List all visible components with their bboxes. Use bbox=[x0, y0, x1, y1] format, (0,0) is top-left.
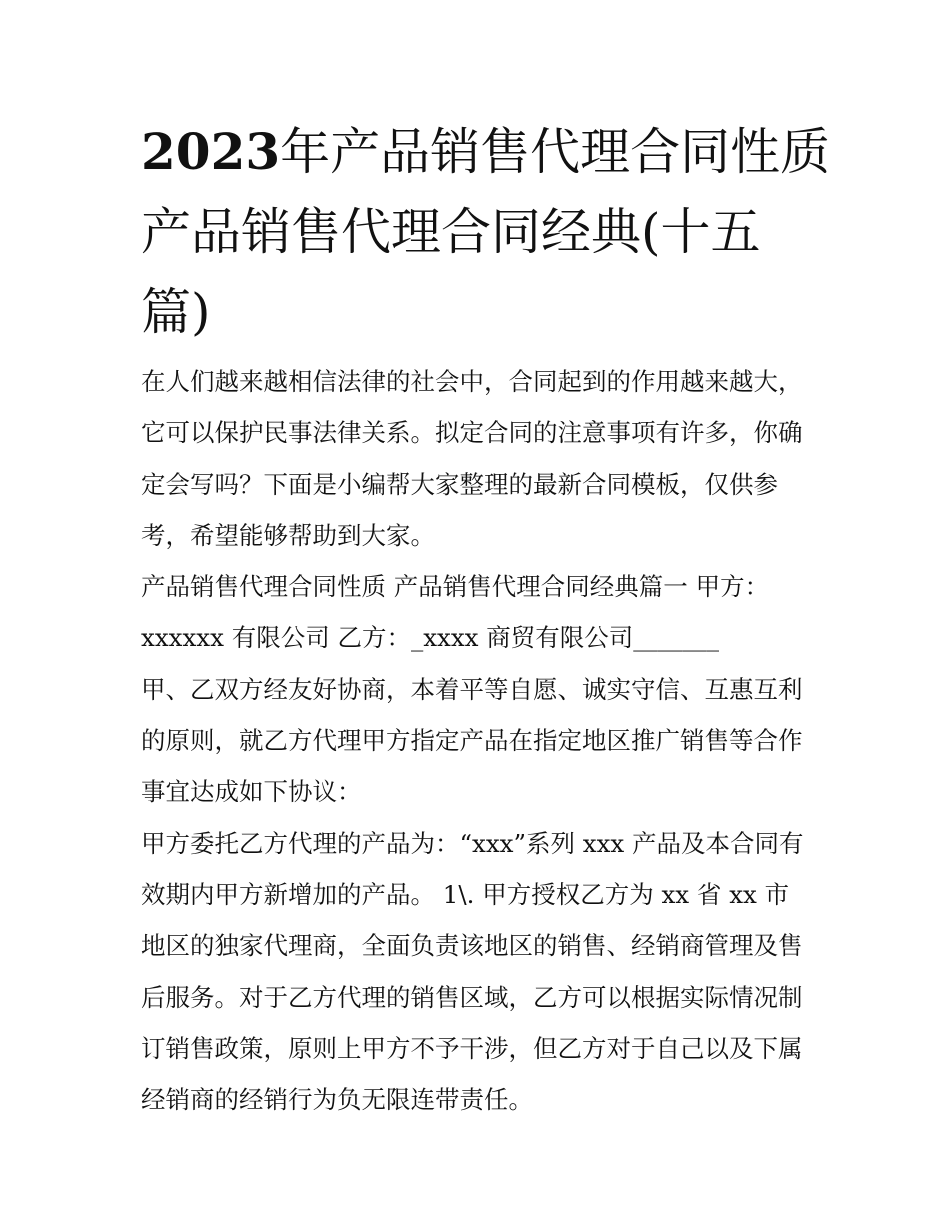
document-body bbox=[141, 356, 821, 1125]
body-line: 产品销售代理合同性质 产品销售代理合同经典篇一 甲方： bbox=[141, 572, 770, 602]
title-line-3: 篇) bbox=[141, 283, 211, 341]
body-line: 订销售政策，原则上甲方不予干涉，但乙方对于自己以及下属 bbox=[141, 1033, 803, 1063]
body-line: xxxxxx 有限公司 乙方：_xxxx 商贸有限公司_______ bbox=[141, 623, 720, 653]
body-line: 它可以保护民事法律关系。拟定合同的注意事项有许多，你确 bbox=[141, 418, 803, 448]
body-line: 效期内甲方新增加的产品。 1\. 甲方授权乙方为 xx 省 xx 市 bbox=[141, 879, 790, 909]
body-line: 地区的独家代理商，全面负责该地区的销售、经销商管理及售 bbox=[141, 931, 803, 961]
body-line: 事宜达成如下协议： bbox=[141, 777, 362, 807]
title-line-1-text: 年产品销售代理合同性质 bbox=[280, 123, 831, 181]
title-line-1 bbox=[141, 112, 831, 192]
body-line: 的原则，就乙方代理甲方指定产品在指定地区推广销售等合作 bbox=[141, 726, 803, 756]
title-year: 2023 bbox=[141, 122, 281, 181]
body-line: 甲、乙双方经友好协商，本着平等自愿、诚实守信、互惠互利 bbox=[141, 674, 803, 704]
body-line: 后服务。对于乙方代理的销售区域，乙方可以根据实际情况制 bbox=[141, 982, 803, 1012]
body-line: 甲方委托乙方代理的产品为：“xxx”系列 xxx 产品及本合同有 bbox=[141, 828, 804, 858]
body-line: 在人们越来越相信法律的社会中，合同起到的作用越来越大， bbox=[141, 367, 803, 396]
body-line: 定会写吗？下面是小编帮大家整理的最新合同模板，仅供参 bbox=[141, 469, 778, 499]
title-line-2: 产品销售代理合同经典(十五 bbox=[141, 203, 761, 261]
body-line: 经销商的经销行为负无限连带责任。 bbox=[141, 1085, 533, 1115]
body-line: 考，希望能够帮助到大家。 bbox=[141, 520, 435, 550]
document-title bbox=[141, 112, 831, 352]
